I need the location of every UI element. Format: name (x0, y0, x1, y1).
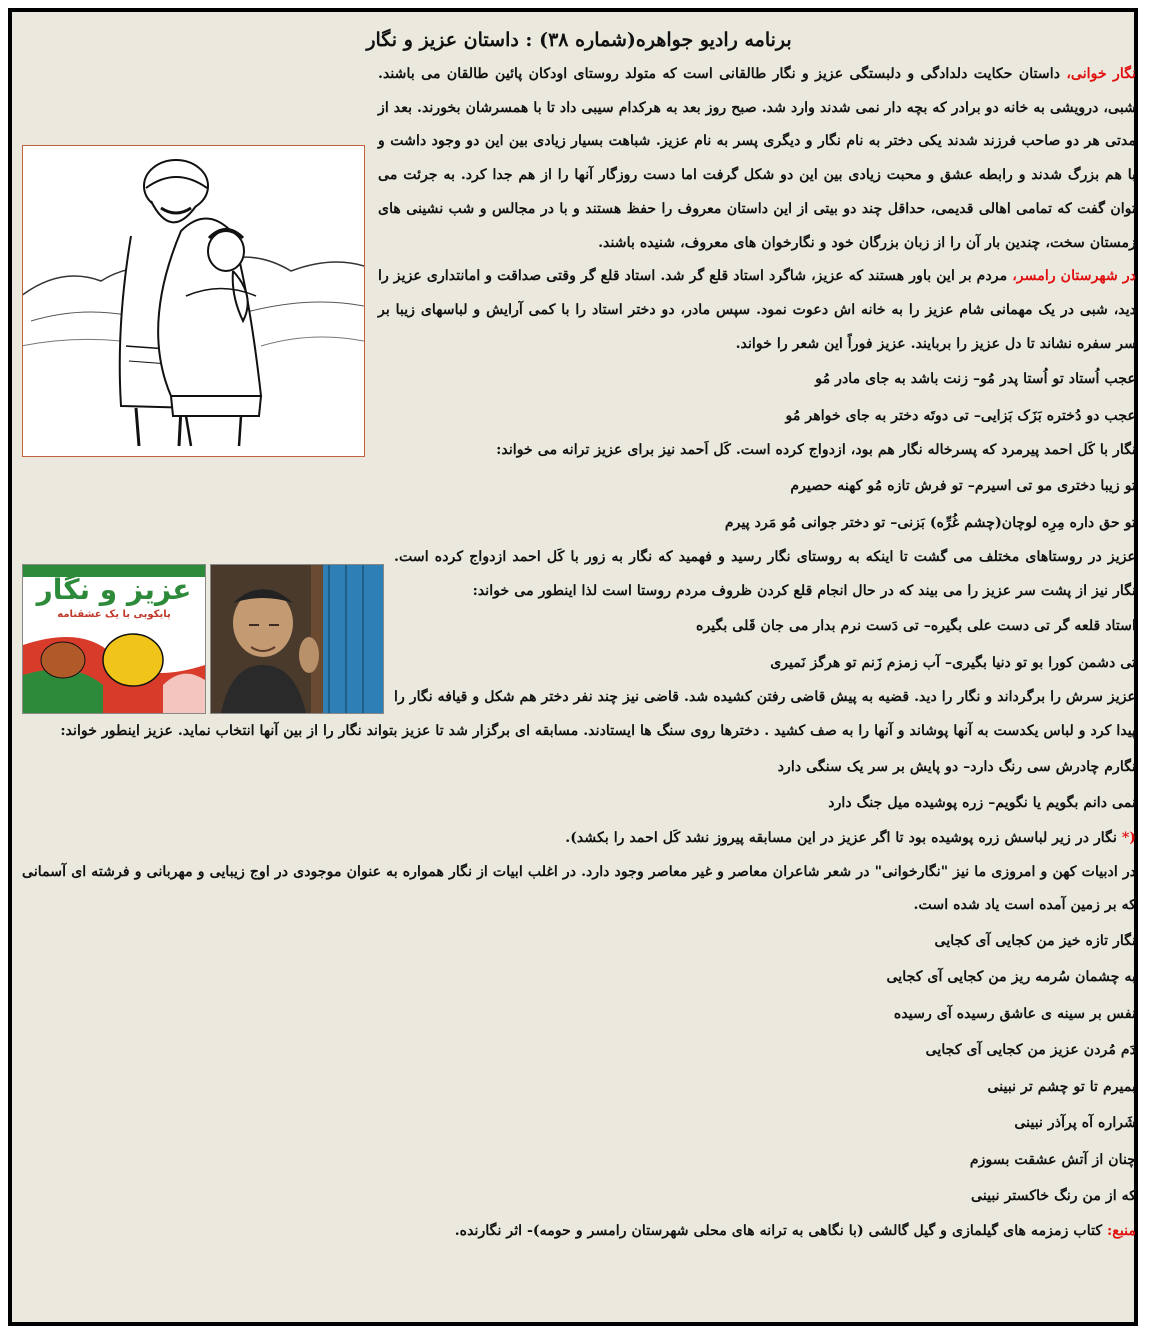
poem-2 (22, 468, 1136, 541)
intro-label: نگار خوانی، (1066, 66, 1136, 82)
source-label: منبع: (1107, 1222, 1136, 1239)
source-text: کتاب زمزمه های گیلمازی و گیل گالشی (با نگاهی به ترانه های محلی شهرستان رامسر و حومه)- اثر نگارنده. (454, 1222, 1108, 1239)
book-cover-image (22, 564, 206, 714)
poem-line: شَراره آه پرآذر نبینی (1014, 1115, 1136, 1132)
judge-paragraph: عزیز سرش را برگرداند و نگار را دید. قضیه به پیش قاضی رفتن کشیده شد. قاضی نیز چند نفر دختر هم شکل و قیافه نگار را پیدا کرد و لباس یکدست به آنها پوشاند و آنها را به صف کشید . دخترها روی سنگ ها ایستادند. مسابقه ای برگزار شد تا عزیز بتواند نگار را از بین آنها انتخاب نماید. عزیز اینطور خواند: (60, 689, 1136, 740)
poem-line: استاد قلعه گر تی دست علی بگیره– تی دَست نرم بدار می جان قَلی بگیره (696, 618, 1136, 635)
intro-text: داستان حکایت دلدادگی و دلبستگی عزیز و نگار طالقانی است که متولد روستای اودکان پائین طالقان می باشند. شبی، درویشی به خانه دو برادر که بچه دار نمی شدند وارد شد. صبح روز بعد به هرکدام سیبی داد تا با همسرشان بخورند. بعد از مدتی هر دو صاحب فرزند شدند یکی دختر به نام نگار و دیگری پسر به نام عزیز. شباهت بسیار زیادی بین این دو وجود داشت و با هم بزرگ شدند و رابطه عشق و محبت زیادی بین این دو شکل گرفت اما دست روزگار آنها را از هم جدا کرد. به جرئت می توان گفت که تمامی اهالی قدیمی، حداقل چند دو بیتی از این داستان معروف را حفظ هستند و با در مجالس و شب نشینی های زمستان سخت، چندین بار آن را از زبان بزرگان خود و نگارخوان های معروف، شنیده باشند. (378, 66, 1136, 251)
poem-line: به چشمان سُرمه ریز من کجایی آی کجایی (886, 969, 1136, 986)
poem-line: تو زیبا دختری مو تی اسیرم– تو فرش تازه مُو کهنه حصیرم (790, 478, 1136, 495)
ramsar-label: در شهرستان رامسر، (1012, 268, 1137, 285)
poem-line: نگارم چادرش سی رنگ دارد– دو پایش بر سر یک سنگی دارد (777, 758, 1136, 775)
poem-line: که از من رنگ خاکستر نبینی (971, 1188, 1136, 1205)
poem-line: نمی دانم بگویم یا نگویم– زره پوشیده میل جنگ دارد (828, 795, 1136, 812)
poem-line: دَم مُردن عزیز من کجایی آی کجایی (925, 1042, 1136, 1059)
note-star: (* (1121, 829, 1136, 846)
source-paragraph (22, 1215, 1136, 1249)
note-text: نگار در زیر لباسش زره پوشیده بود تا اگر عزیز در این مسابقه پیروز نشد کَل احمد را بکشد). (565, 829, 1122, 846)
ramsar-text: مردم بر این باور هستند که عزیز، شاگرد استاد قلع گر شد. استاد قلع گر وقتی صداقت و امانتداری عزیز را دید، شبی در یک مهمانی شام عزیز را به خانه اش دعوت نمود. سپس مادر، دو دختر استاد را با کمی آرایش و لباسهای زیبا بر سر سفره نشاند تا دل عزیز را بربایند. عزیز فوراً این شعر را خواند. (378, 268, 1136, 352)
old-man-door-photo (210, 564, 384, 714)
poem-line: چنان از آتش عشقت بسوزم (969, 1151, 1136, 1168)
literature-paragraph: در ادبیات کهن و امروزی ما نیز "نگارخوانی" در شعر شاعران معاصر و غیر معاصر وجود دارد. در اغلب ابیات از نگار همواره به عنوان موجودی در اوج زیبایی و مهربانی و فرشته ای آسمانی که بر زمین آمده است یاد شده است. (22, 863, 1136, 914)
book-cover-subtitle: پایکوبی با یک عشقنامه (57, 609, 171, 620)
poem-line: تی دشمن کورا بو تو دنیا بگیری– آب زمزم زَنم تو هرگز نَمیری (770, 654, 1136, 671)
poem-line: نفس بر سینه ی عاشق رسیده آی رسیده (893, 1005, 1136, 1022)
villages-text: عزیز در روستاهای مختلف می گشت تا اینکه به روستای نگار رسید و فهمید که نگار به زور با کَل احمد ازدواج کرده است. نگار نیز از پشت سر عزیز را می بیند که در حال انجام قلع کردن ظروف مردم روستا است لذا اینطور می خواند: (394, 549, 1136, 599)
poem-line: عجب دو دُختره بَزَک بَزایی– تی دوتَه دختر به جای خواهر مُو (785, 407, 1136, 424)
note-paragraph (22, 822, 1136, 856)
poem-5 (22, 923, 1136, 1215)
kal-ahmad-paragraph: نگار با کَل احمد پیرمرد که پسرخاله نگار هم بود، ازدواج کرده است. کَل اَحمد نیز برای عزیز ترانه می خواند: (496, 442, 1136, 459)
book-cover-title: عزیز و نگار (36, 573, 192, 606)
page-title: برنامه رادیو جواهره(شماره ۳۸) : داستان عزیز و نگار (366, 29, 792, 51)
poem-4 (22, 749, 1136, 822)
page-frame (8, 8, 1138, 1326)
poem-line: نگار تازه خیز من کجایی آی کجایی (934, 932, 1136, 949)
poem-line: عجب اُستاد تو اُستا پدر مُو– زنت باشد به جای مادر مُو (815, 371, 1136, 388)
poem-line: بمیرم تا تو چشم تر نبینی (987, 1078, 1136, 1095)
poem-line: تو حق داره مِرِه لوچان(چشم غُرِّه) بَزنی– تو دختر جوانی مُو مَرد پیرم (724, 514, 1136, 531)
article (22, 22, 1136, 1322)
drawing-aziz-negar-image (22, 145, 365, 457)
